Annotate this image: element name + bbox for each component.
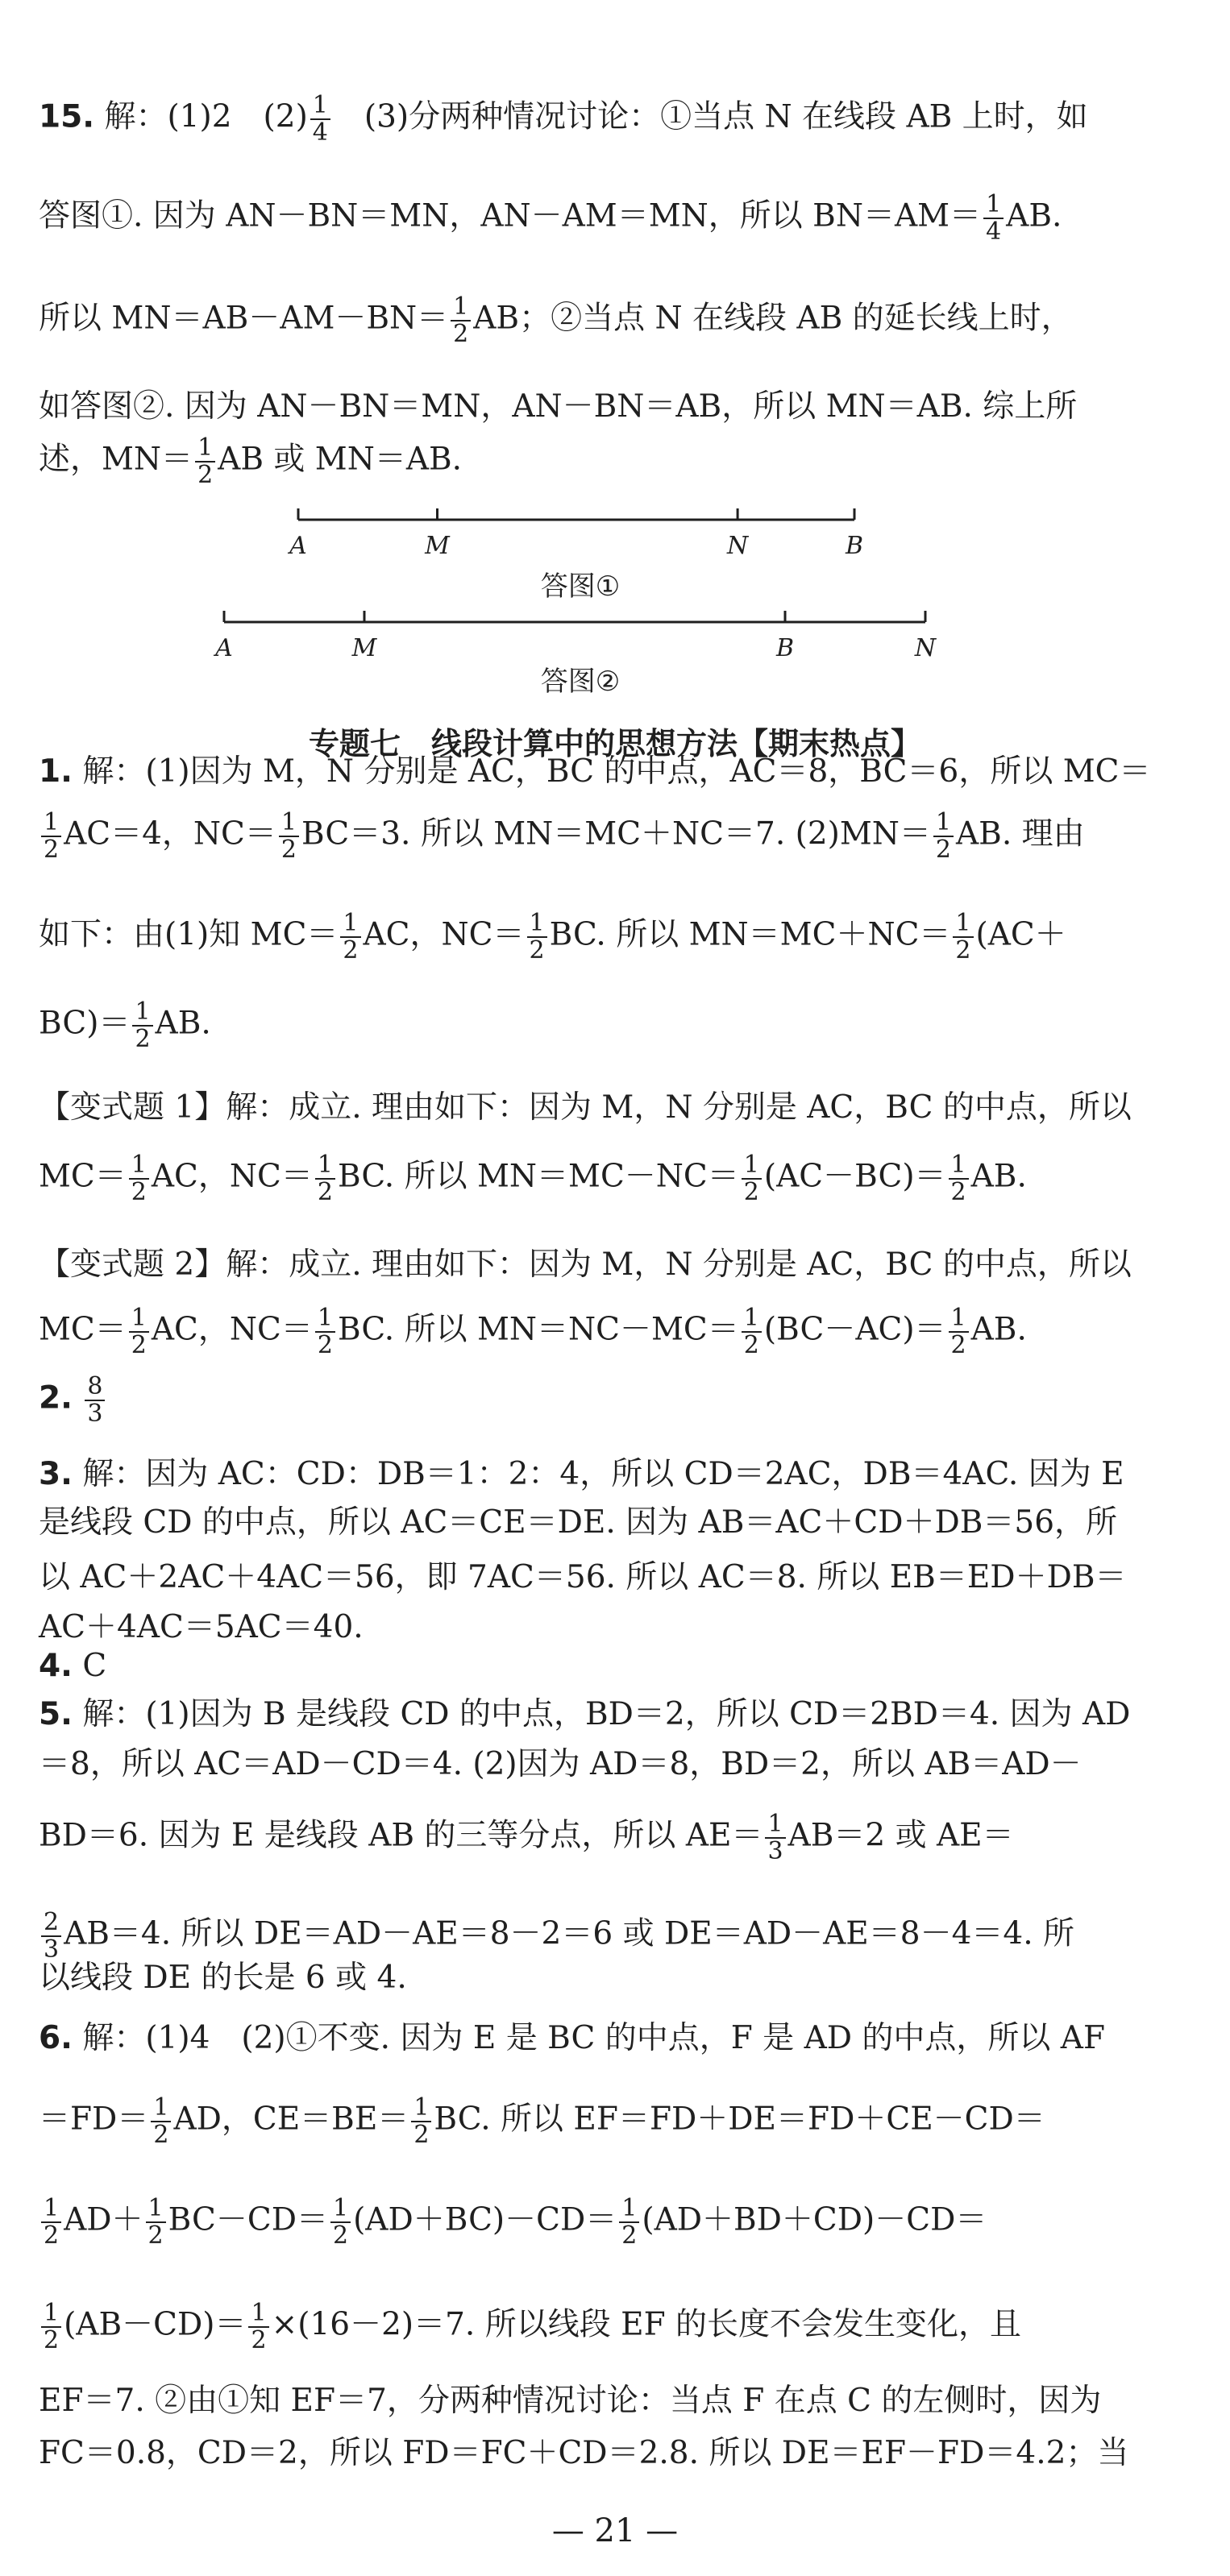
fraction: $\frac{2}{3}$ [41,1910,61,1962]
text-line-l13: MC＝ $\frac{1}{2}$ AC，NC＝ $\frac{1}{2}$ BC. 所以 MN＝NC－MC＝ $\frac{1}{2}$ (BC－AC)＝ $\frac{1}{2}$ AB. [39,1304,1027,1359]
point-label-A: A [215,634,233,662]
fraction: $\frac{1}{2}$ [315,1152,335,1205]
text-line-l26: ＝FD＝ $\frac{1}{2}$ AD，CE＝BE＝ $\frac{1}{2}$ BC. 所以 EF＝FD＋DE＝FD＋CE－CD＝ [39,2093,1045,2149]
text-line-l4: 如答图②. 因为 AN－BN＝MN，AN－BN＝AB，所以 MN＝AB. 综上所 [39,388,1078,425]
fraction: $\frac{1}{2}$ [742,1152,762,1205]
fraction: $\frac{1}{2}$ [41,2196,61,2248]
figures-svg [0,0,1230,725]
text-line-l9: BC)＝ $\frac{1}{2}$ AB. [39,998,211,1053]
fraction: $\frac{1}{2}$ [129,1305,149,1358]
text-line-l30: FC＝0.8，CD＝2，所以 FD＝FC＋CD＝2.8. 所以 DE＝EF－FD＝4.2；当 [39,2435,1129,2471]
point-label-M: M [351,634,377,662]
point-label-M: M [425,532,450,560]
point-label-B: B [845,532,864,560]
fraction: $\frac{1}{2}$ [129,1152,149,1205]
fraction: $\frac{1}{2}$ [41,2300,61,2353]
text-line-l5: 述，MN＝ $\frac{1}{2}$ AB 或 MN＝AB. [39,433,463,489]
text-line-l27: $\frac{1}{2}$ AD＋ $\frac{1}{2}$ BC－CD＝ $\frac{1}{2}$ (AD＋BC)－CD＝ $\frac{1}{2}$ (AD＋BD＋CD)－CD＝ [39,2196,1119,2248]
fraction: $\frac{1}{2}$ [146,2196,166,2248]
fraction: $\frac{1}{2}$ [411,2095,431,2147]
text-line-l7: $\frac{1}{2}$ AC＝4，NC＝ $\frac{1}{2}$ BC＝3. 所以 MN＝MC＋NC＝7. (2)MN＝ $\frac{1}{2}$ AB. 理由 [39,810,1119,862]
text-line-l14: 2. $\frac{8}{3}$ [39,1374,1119,1426]
text-line-l16: 是线段 CD 的中点，所以 AC＝CE＝DE. 因为 AB＝AC＋CD＋DB＝56，所 [39,1504,1118,1541]
fraction: $\frac{1}{2}$ [330,2196,351,2248]
fraction: $\frac{1}{2}$ [41,810,61,862]
text-line-l2: 答图①. 因为 AN－BN＝MN，AN－AM＝MN，所以 BN＝AM＝ $\frac{1}{4}$ AB. [39,190,1062,246]
fraction: $\frac{1}{3}$ [765,1811,785,1864]
fraction: $\frac{1}{2}$ [132,999,152,1052]
fraction: $\frac{1}{2}$ [195,435,215,487]
text-line-l21: ＝8，所以 AC＝AD－CD＝4. (2)因为 AD＝8，BD＝2，所以 AB＝AD－ [39,1746,1082,1782]
text-line-l22: BD＝6. 因为 E 是线段 AB 的三等分点，所以 AE＝ $\frac{1}{3}$ AB＝2 或 AE＝ [39,1810,1014,1865]
point-label-A: A [289,532,307,560]
fraction: $\frac{1}{2}$ [151,2095,171,2147]
fraction: $\frac{1}{2}$ [619,2196,639,2248]
section-heading: 专题七 线段计算中的思想方法【期末热点】 [308,726,921,761]
fraction: $\frac{1}{2}$ [315,1305,335,1358]
text-line-l11: MC＝ $\frac{1}{2}$ AC，NC＝ $\frac{1}{2}$ BC. 所以 MN＝MC－NC＝ $\frac{1}{2}$ (AC－BC)＝ $\frac{1}{2}$ AB. [39,1151,1027,1206]
point-label-B: B [775,634,795,662]
text-line-l23: $\frac{2}{3}$ AB＝4. 所以 DE＝AD－AE＝8－2＝6 或 DE＝AD－AE＝8－4＝4. 所 [39,1910,1119,1962]
figure-1-caption: 答图① [540,570,621,603]
fraction: $\frac{8}{3}$ [85,1374,105,1426]
fraction: $\frac{1}{2}$ [527,911,547,963]
text-line-l6: 1. 解：(1)因为 M，N 分别是 AC，BC 的中点，AC＝8，BC＝6，所以 MC＝ [39,753,1151,790]
text-line-l3: 所以 MN＝AB－AM－BN＝ $\frac{1}{2}$ AB；②当点 N 在线段 AB 的延长线上时， [39,292,1073,348]
fraction: $\frac{1}{4}$ [983,192,1004,244]
fraction: $\frac{1}{2}$ [451,294,471,346]
text-line-l17: 以 AC＋2AC＋4AC＝56，即 7AC＝56. 所以 AC＝8. 所以 EB＝ED＋DB＝ [39,1559,1127,1595]
point-label-N: N [914,634,937,662]
fraction: $\frac{1}{2}$ [949,1152,969,1205]
fraction: $\frac{1}{2}$ [742,1305,762,1358]
text-line-l24: 以线段 DE 的长是 6 或 4. [39,1960,407,1996]
point-label-N: N [726,532,749,560]
fraction: $\frac{1}{4}$ [310,93,330,145]
text-line-l20: 5. 解：(1)因为 B 是线段 CD 的中点，BD＝2，所以 CD＝2BD＝4. 因为 AD [39,1696,1131,1732]
fraction: $\frac{1}{2}$ [933,810,954,862]
fraction: $\frac{1}{2}$ [949,1305,969,1358]
fraction: $\frac{1}{2}$ [340,911,360,963]
text-line-l29: EF＝7. ②由①知 EF＝7，分两种情况讨论：当点 F 在点 C 的左侧时，因为 [39,2383,1102,2419]
text-line-l1: 15. 解：(1)2 (2) $\frac{1}{4}$ (3)分两种情况讨论：①当点 N 在线段 AB 上时，如 [39,91,1088,147]
figure-2-number-line [213,611,937,662]
text-line-l15: 3. 解：因为 AC：CD：DB＝1：2：4，所以 CD＝2AC，DB＝4AC. 因为 E [39,1456,1124,1492]
text-line-l8: 如下：由(1)知 MC＝ $\frac{1}{2}$ AC，NC＝ $\frac{1}{2}$ BC. 所以 MN＝MC＋NC＝ $\frac{1}{2}$ (AC＋ [39,909,1066,964]
text-line-l19: 4. C [39,1648,107,1684]
page-number: — 21 — [551,2512,679,2549]
fraction: $\frac{1}{2}$ [279,810,299,862]
figure-1-number-line [287,508,863,560]
text-line-l10: 【变式题 1】解：成立. 理由如下：因为 M，N 分别是 AC，BC 的中点，所以 [39,1089,1132,1126]
fraction: $\frac{1}{2}$ [953,911,973,963]
figure-2-caption: 答图② [540,666,621,698]
fraction: $\frac{1}{2}$ [248,2300,268,2353]
text-line-l18: AC＋4AC＝5AC＝40. [39,1609,364,1645]
text-line-l25: 6. 解：(1)4 (2)①不变. 因为 E 是 BC 的中点，F 是 AD 的中点，所以 AF [39,2020,1106,2056]
text-line-l12: 【变式题 2】解：成立. 理由如下：因为 M，N 分别是 AC，BC 的中点，所以 [39,1247,1132,1283]
text-line-l28: $\frac{1}{2}$ (AB－CD)＝ $\frac{1}{2}$ ×(16－2)＝7. 所以线段 EF 的长度不会发生变化，且 [39,2300,1119,2353]
